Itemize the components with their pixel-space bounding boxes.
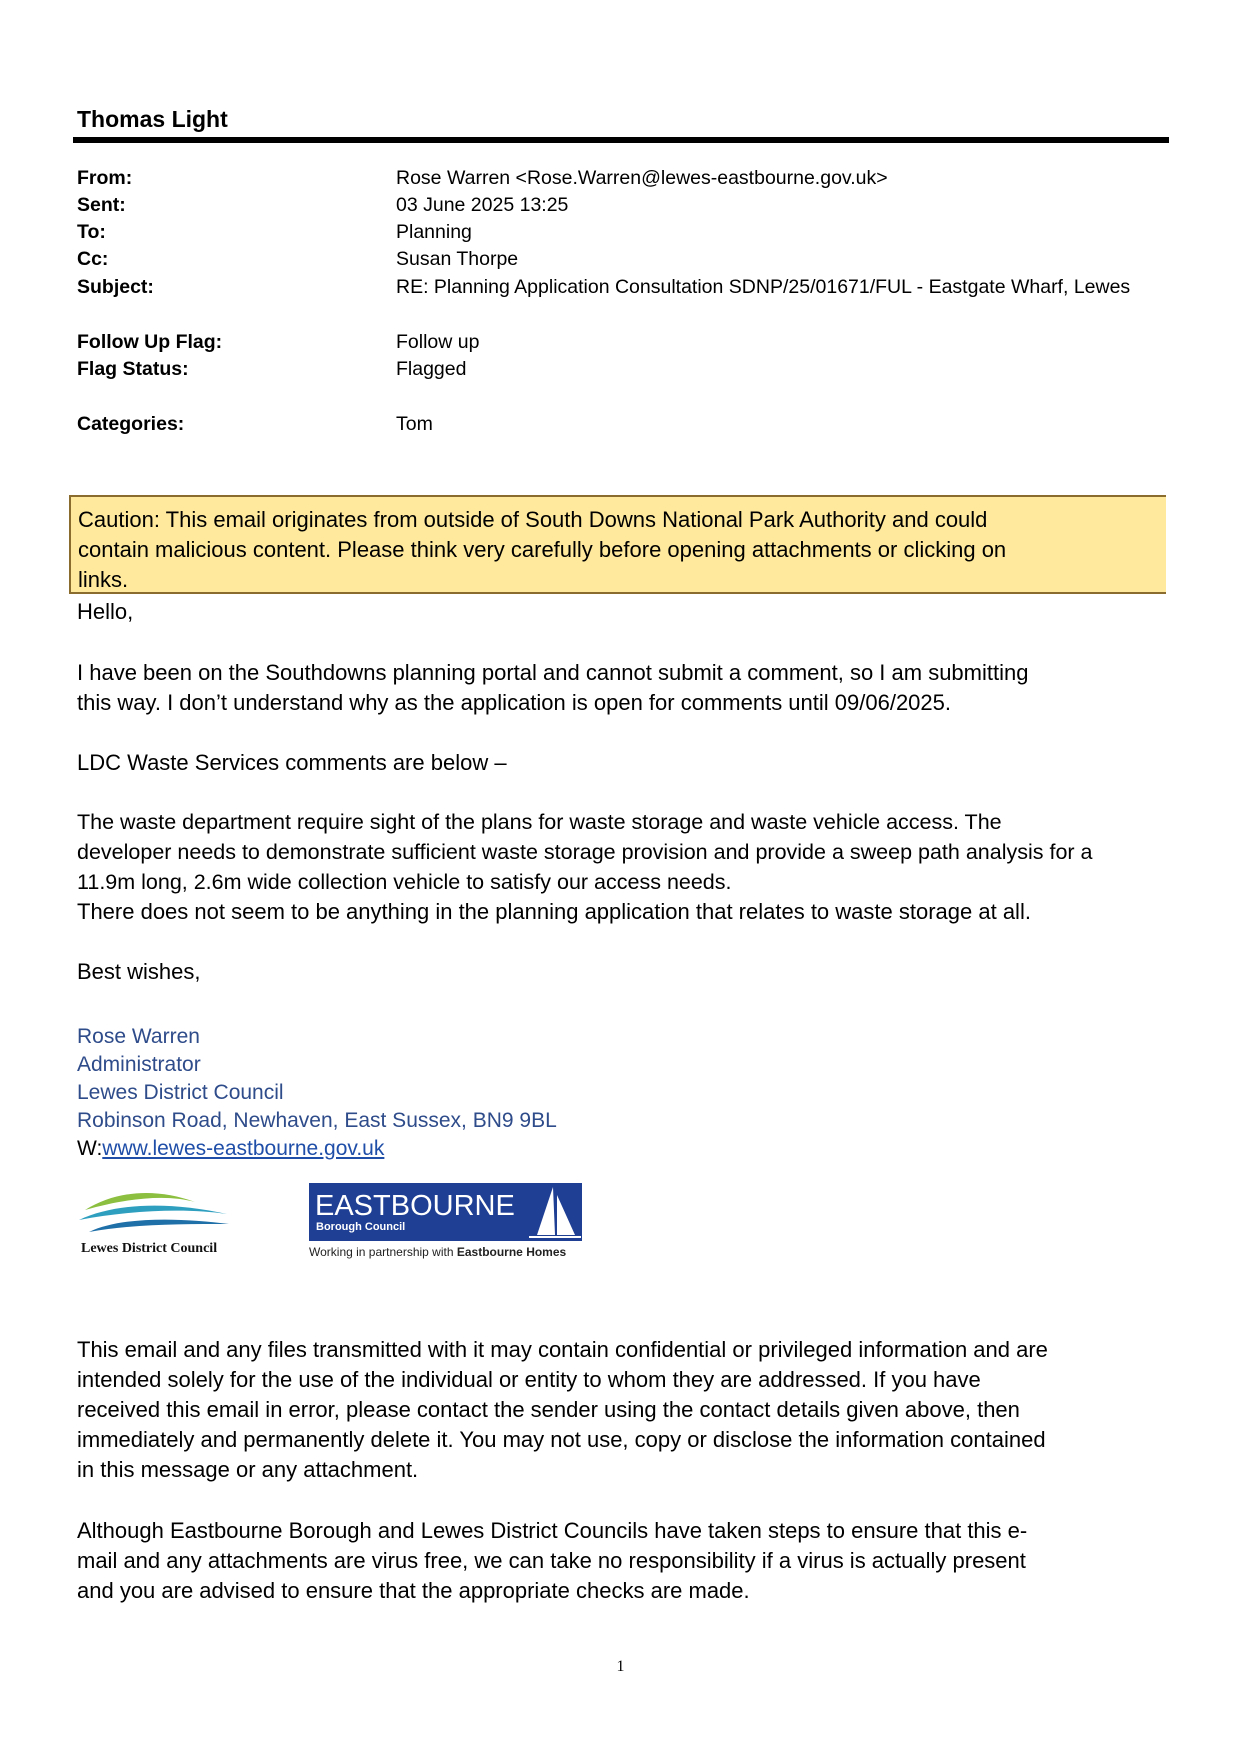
disclaimer-line: and you are advised to ensure that the appropriate checks are made. — [77, 1578, 750, 1603]
cc-value: Susan Thorpe — [396, 248, 519, 270]
disclaimer-line: intended solely for the use of the individual or entity to whom they are addressed. If you have — [77, 1367, 981, 1392]
confidentiality-disclaimer — [77, 1335, 1177, 1606]
ebc-logo-title: EASTBOURNE — [315, 1190, 515, 1222]
greeting: Hello, — [77, 599, 134, 624]
signature-org: Lewes District Council — [77, 1081, 284, 1104]
caution-line: contain malicious content. Please think very carefully before opening attachments or clicking on — [78, 537, 1007, 562]
signature-name: Rose Warren — [77, 1025, 200, 1048]
signature-address: Robinson Road, Newhaven, East Sussex, BN9 9BL — [77, 1109, 557, 1132]
disclaimer-line: immediately and permanently delete it. You may not use, copy or disclose the information contained — [77, 1427, 1046, 1452]
disclaimer-line: mail and any attachments are virus free, we can take no responsibility if a virus is actually present — [77, 1548, 1026, 1573]
website-link[interactable]: www.lewes-eastbourne.gov.uk — [102, 1137, 385, 1160]
disclaimer-line: in this message or any attachment. — [77, 1457, 419, 1482]
page-number: 1 — [616, 1658, 625, 1675]
ebc-partnership-text — [309, 1245, 567, 1259]
body-line: There does not seem to be anything in the planning application that relates to waste storage at all. — [77, 899, 1031, 924]
closing: Best wishes, — [77, 959, 201, 984]
follow-up-flag-value: Follow up — [396, 331, 480, 353]
body-line: The waste department require sight of the plans for waste storage and waste vehicle access. The — [77, 810, 1002, 834]
flag-status-label: Flag Status: — [77, 358, 189, 380]
email-signature — [77, 1023, 557, 1163]
cc-label: Cc: — [77, 248, 109, 270]
from-value: Rose Warren <Rose.Warren@lewes-eastbourne.gov.uk> — [396, 167, 888, 189]
caution-line: links. — [78, 567, 129, 592]
lewes-district-council-logo — [77, 1180, 237, 1260]
body-line: I have been on the Southdowns planning portal and cannot submit a comment, so I am submitting — [77, 660, 1029, 685]
eastbourne-borough-council-logo — [307, 1181, 584, 1261]
body-line: this way. I don’t understand why as the application is open for comments until 09/06/2025. — [77, 690, 951, 715]
external-email-caution-banner — [69, 495, 1166, 594]
follow-up-flag-label: Follow Up Flag: — [77, 331, 223, 353]
partnership-name: Eastbourne Homes — [456, 1245, 567, 1259]
document-owner-name: Thomas Light — [77, 106, 228, 132]
to-value: Planning — [396, 221, 472, 243]
disclaimer-line: received this email in error, please contact the sender using the contact details given above, then — [77, 1397, 1020, 1422]
ldc-logo-text: Lewes District Council — [81, 1241, 218, 1256]
signature-role: Administrator — [77, 1053, 201, 1076]
signature-web-row — [77, 1135, 557, 1163]
categories-label: Categories: — [77, 413, 185, 435]
disclaimer-line: This email and any files transmitted with it may contain confidential or privileged information and are — [77, 1337, 1048, 1362]
partnership-prefix: Working in partnership with — [309, 1245, 457, 1259]
header-rule — [73, 137, 1169, 143]
logo-swoosh-teal — [79, 1206, 227, 1220]
email-body — [77, 597, 1177, 987]
caution-line: Caution: This email originates from outside of South Downs National Park Authority and could — [78, 507, 988, 532]
sent-value: 03 June 2025 13:25 — [396, 194, 569, 216]
body-line: 11.9m long, 2.6m wide collection vehicle to satisfy our access needs. — [77, 870, 732, 894]
web-prefix: W: — [77, 1137, 103, 1160]
disclaimer-line: Although Eastbourne Borough and Lewes District Councils have taken steps to ensure that this e- — [77, 1518, 1028, 1543]
ebc-logo-subtitle: Borough Council — [316, 1221, 406, 1233]
logo-swoosh-blue — [89, 1220, 229, 1232]
subject-label: Subject: — [77, 276, 154, 298]
from-label: From: — [77, 167, 133, 189]
subject-value: RE: Planning Application Consultation SDNP/25/01671/FUL - Eastgate Wharf, Lewes — [396, 276, 1131, 298]
flag-status-value: Flagged — [396, 358, 467, 380]
body-line: developer needs to demonstrate sufficient waste storage provision and provide a sweep path analysis for a — [77, 840, 1093, 864]
categories-value: Tom — [396, 413, 433, 435]
body-line: LDC Waste Services comments are below – — [77, 750, 507, 775]
to-label: To: — [77, 221, 106, 243]
sent-label: Sent: — [77, 194, 126, 216]
